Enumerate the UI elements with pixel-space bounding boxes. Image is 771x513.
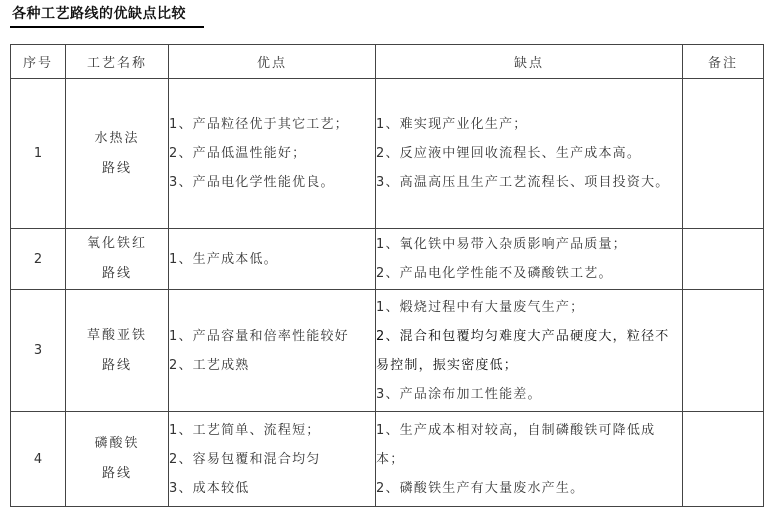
process-name-line: 水热法 xyxy=(94,130,140,146)
process-name xyxy=(66,229,169,290)
cons-item: 2、磷酸铁生产有大量废水产生。 xyxy=(376,480,585,496)
cons-cell xyxy=(376,79,683,229)
process-name-line: 路线 xyxy=(101,160,132,176)
process-name-line: 路线 xyxy=(101,466,132,481)
header-index: 序号 xyxy=(11,45,66,79)
title-underline xyxy=(10,26,204,28)
table-header-row xyxy=(11,45,764,79)
pros-item: 1、工艺简单、流程短； xyxy=(169,422,321,438)
table-row xyxy=(11,79,764,229)
notes-cell xyxy=(683,290,764,412)
pros-item: 2、工艺成熟 xyxy=(169,357,250,373)
header-cons: 缺点 xyxy=(376,45,683,79)
cons-item: 3、产品涂布加工性能差。 xyxy=(376,386,542,402)
table-row xyxy=(11,412,764,507)
pros-cell xyxy=(169,290,376,412)
cons-item: 1、氧化铁中易带入杂质影响产品质量； xyxy=(376,237,627,252)
notes-cell xyxy=(683,412,764,507)
row-index: 4 xyxy=(11,412,66,507)
pros-cell xyxy=(169,412,376,507)
pros-item: 2、容易包覆和混合均匀 xyxy=(169,451,321,467)
process-name xyxy=(66,79,169,229)
cons-item: 1、难实现产业化生产； xyxy=(376,117,528,132)
table-row xyxy=(11,290,764,412)
process-name-line: 草酸亚铁 xyxy=(86,327,147,343)
cons-item: 2、产品电化学性能不及磷酸铁工艺。 xyxy=(376,266,613,281)
document-title: 各种工艺路线的优缺点比较 xyxy=(12,6,186,22)
cons-cell xyxy=(376,290,683,412)
row-index: 2 xyxy=(11,229,66,290)
header-name: 工艺名称 xyxy=(66,45,169,79)
process-name xyxy=(66,290,169,412)
row-index: 1 xyxy=(11,79,66,229)
table-row xyxy=(11,229,764,290)
header-pros: 优点 xyxy=(169,45,376,79)
notes-cell xyxy=(683,79,764,229)
pros-item: 3、成本较低 xyxy=(169,480,250,496)
pros-cell xyxy=(169,229,376,290)
process-name xyxy=(66,412,169,507)
pros-item: 1、产品容量和倍率性能较好 xyxy=(169,328,349,344)
cons-item: 3、高温高压且生产工艺流程长、项目投资大。 xyxy=(376,175,670,190)
pros-cell xyxy=(169,79,376,229)
process-name-line: 氧化铁红 xyxy=(86,236,147,251)
cons-item: 2、混合和包覆均匀难度大产品硬度大，粒径不易控制，振实密度低； xyxy=(376,328,670,373)
pros-item: 1、产品粒径优于其它工艺； xyxy=(169,117,349,132)
process-name-line: 磷酸铁 xyxy=(94,436,140,451)
cons-cell xyxy=(376,229,683,290)
header-notes: 备注 xyxy=(683,45,764,79)
pros-item: 2、产品低温性能好； xyxy=(169,146,307,161)
cons-item: 1、生产成本相对较高，自制磷酸铁可降低成本； xyxy=(376,422,656,467)
pros-item: 1、生产成本低。 xyxy=(169,251,278,267)
process-name-line: 路线 xyxy=(101,266,132,281)
cons-item: 1、煅烧过程中有大量废气生产； xyxy=(376,299,585,315)
process-name-line: 路线 xyxy=(101,357,132,373)
pros-item: 3、产品电化学性能优良。 xyxy=(169,175,335,190)
notes-cell xyxy=(683,229,764,290)
comparison-table xyxy=(10,44,764,507)
row-index: 3 xyxy=(11,290,66,412)
cons-item: 2、反应液中锂回收流程长、生产成本高。 xyxy=(376,146,642,161)
cons-cell xyxy=(376,412,683,507)
